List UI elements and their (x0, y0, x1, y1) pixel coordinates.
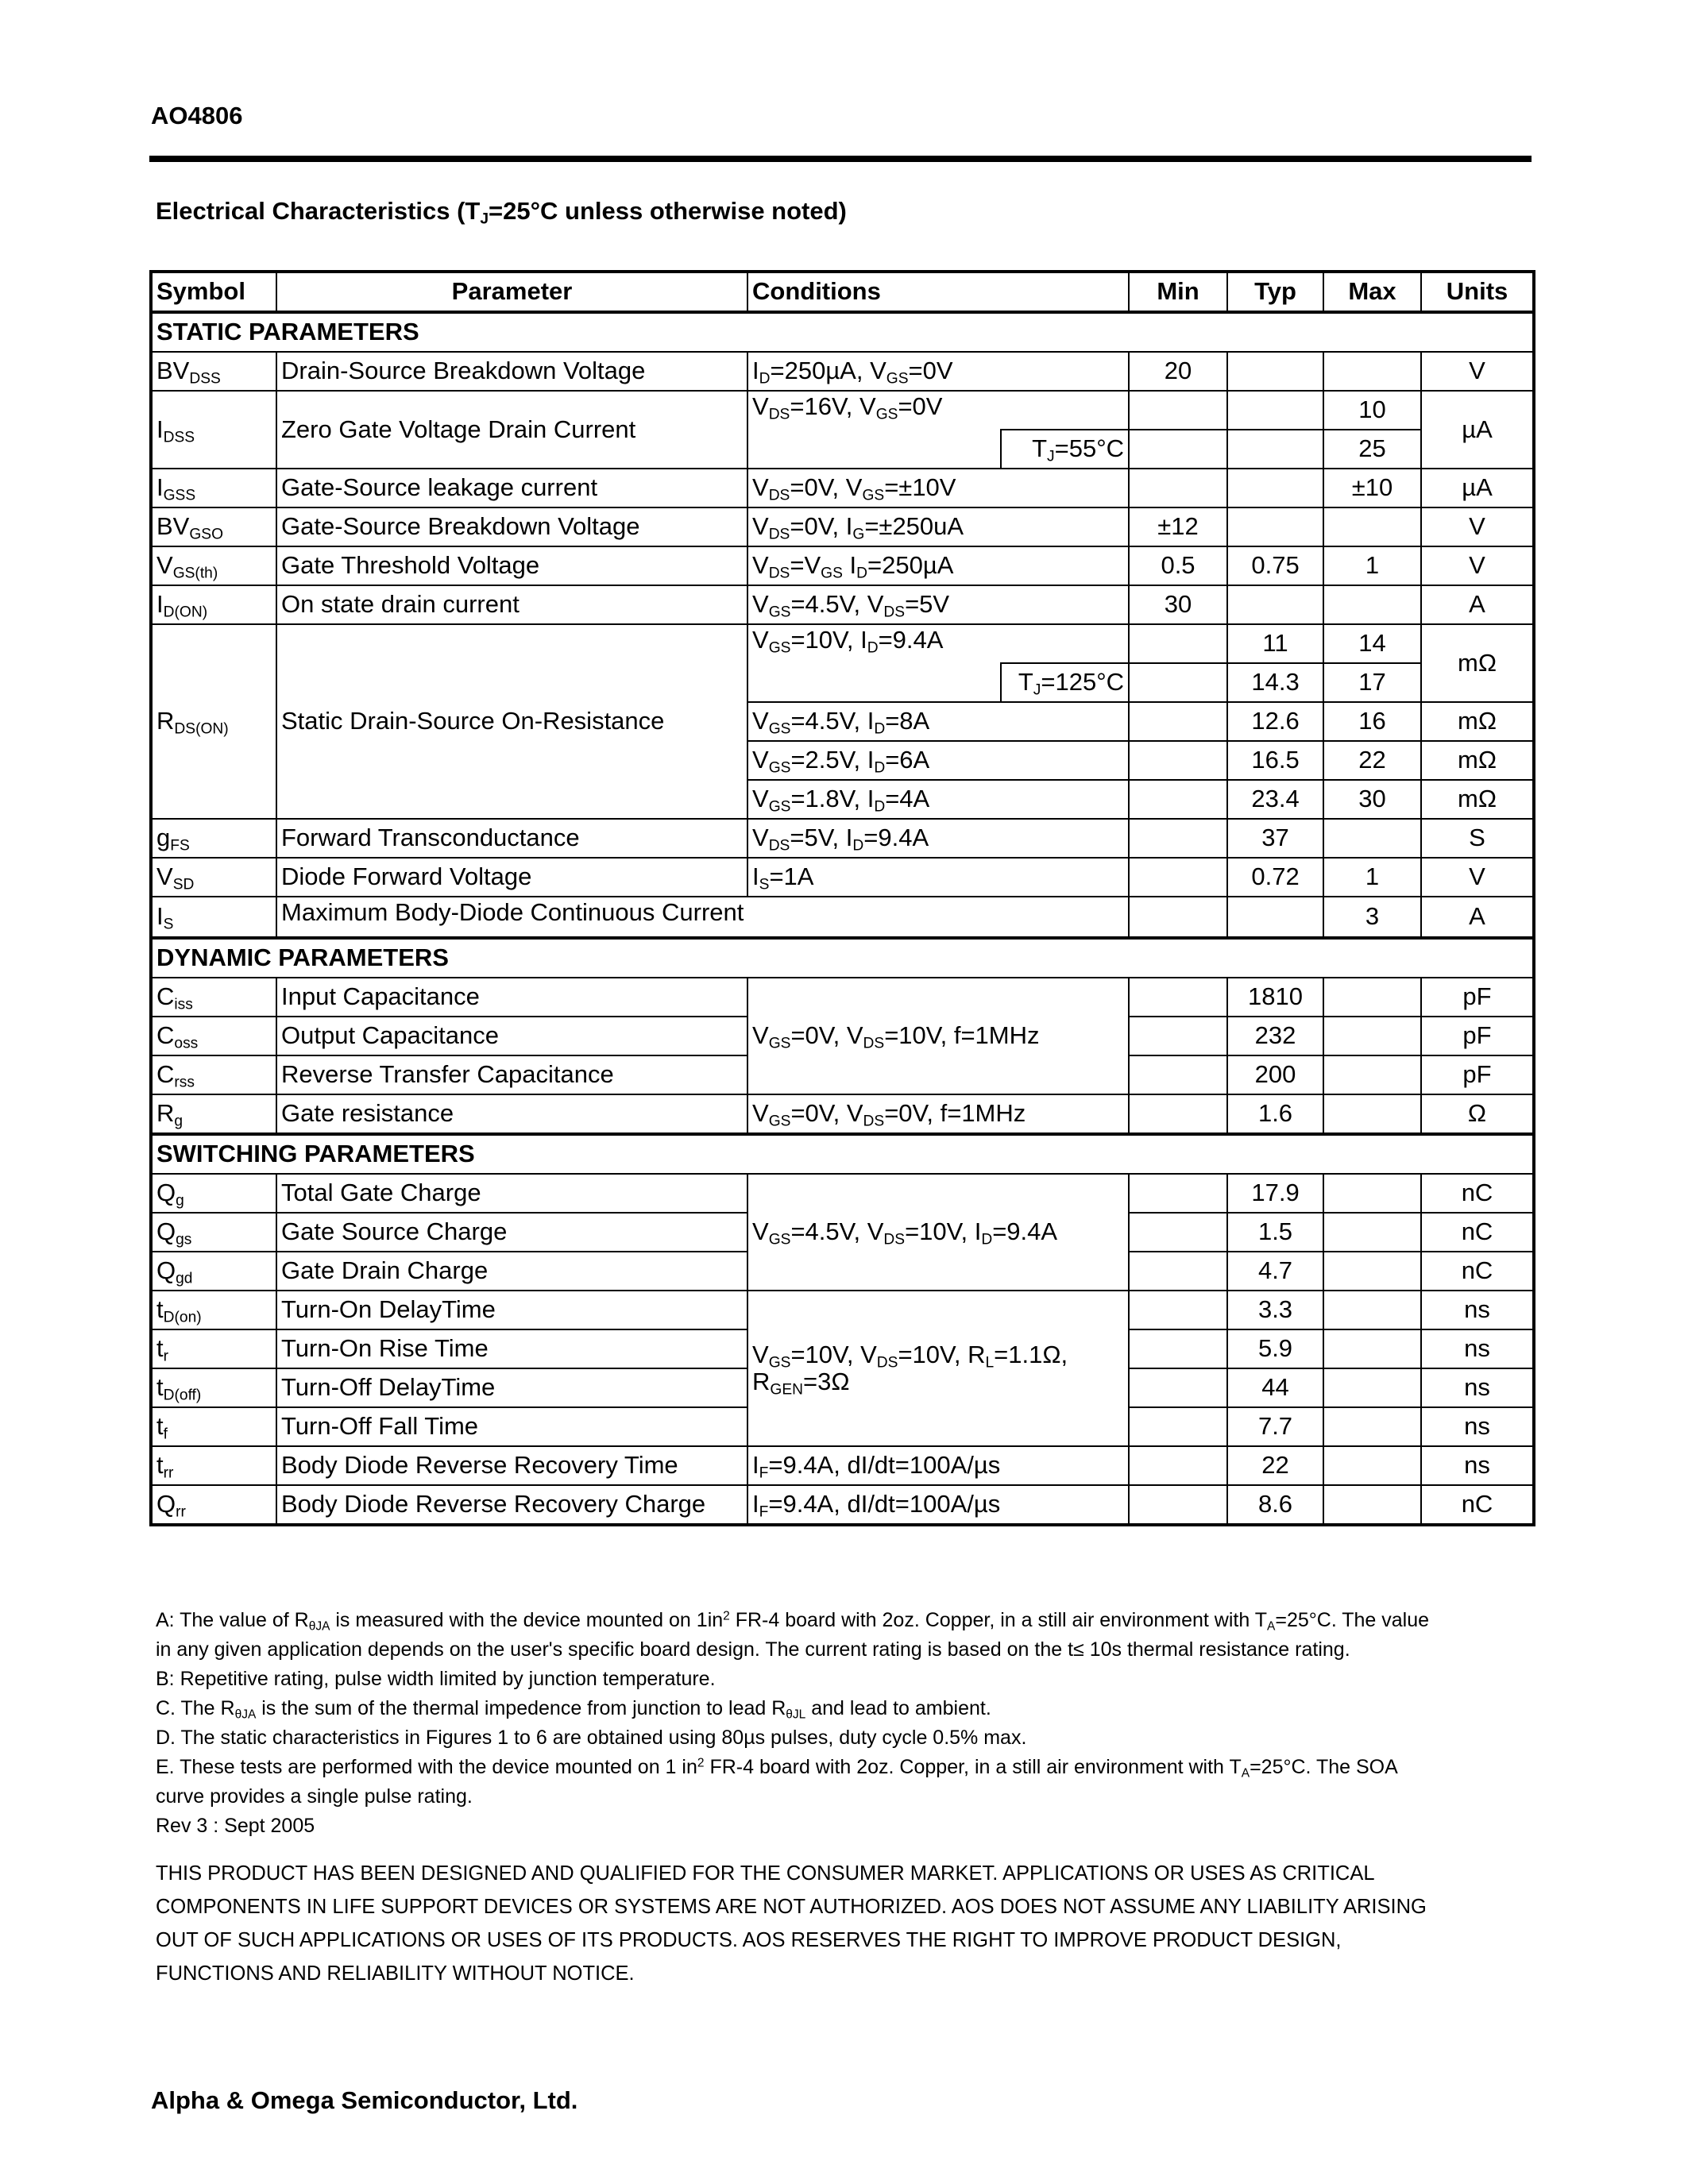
conditions-cell: $V_{GS}=1.8V$, $I_D=4A$ (747, 780, 1129, 819)
min-cell (1129, 1213, 1227, 1252)
max-cell (1323, 507, 1421, 546)
table-row (151, 819, 1534, 858)
conditions-cell: $I_S=1A$ (747, 858, 1129, 897)
parameter-cell: Gate-Source leakage current (276, 469, 747, 507)
units-cell: Ω (1421, 1094, 1534, 1134)
header-rule (149, 156, 1532, 162)
parameter-cell: Drain-Source Breakdown Voltage (276, 352, 747, 391)
note-a-cont: in any given application depends on the user's specific board design. The current rating is based on the t≤ 10s thermal resistance rating. (156, 1638, 1350, 1661)
max-cell (1323, 1055, 1421, 1094)
typ-cell: 8.6 (1227, 1485, 1323, 1525)
conditions-cell: $V_{GS}=0V$, $V_{DS}=0V$, f=1MHz (747, 1094, 1129, 1134)
note-b: B: Repetitive rating, pulse width limited by junction temperature. (156, 1668, 716, 1690)
parameter-cell: Forward Transconductance (276, 819, 747, 858)
units-cell: A (1421, 897, 1534, 938)
typ-cell: 5.9 (1227, 1329, 1323, 1368)
typ-cell: 22 (1227, 1446, 1323, 1485)
units-cell: mΩ (1421, 780, 1534, 819)
table-row (151, 1094, 1534, 1134)
typ-cell: 3.3 (1227, 1291, 1323, 1329)
parameter-cell: On state drain current (276, 585, 747, 624)
max-cell (1323, 819, 1421, 858)
max-cell (1323, 1094, 1421, 1134)
typ-cell (1227, 507, 1323, 546)
min-cell (1129, 702, 1227, 741)
max-cell (1323, 978, 1421, 1017)
max-cell: 22 (1323, 741, 1421, 780)
note-c: C. The $R_{\theta JA}$ is the sum of the thermal impedence from junction to lead $R_{\theta JL}$ and lead to ambient. (156, 1697, 991, 1722)
min-cell (1129, 780, 1227, 819)
note-d: D. The static characteristics in Figures 1 to 6 are obtained using 80µs pulses, duty cycle 0.5% max. (156, 1727, 1027, 1749)
parameter-cell: Gate Source Charge (276, 1213, 747, 1252)
parameter-cell: Total Gate Charge (276, 1174, 747, 1213)
units-cell: µA (1421, 469, 1534, 507)
conditions-cell: $I_F=9.4A$, dI/dt=100A/µs (747, 1485, 1129, 1525)
min-cell (1129, 624, 1227, 663)
conditions-cell: $V_{DS}=0V$, $I_G=\pm 250uA$ (747, 507, 1129, 546)
units-cell: V (1421, 352, 1534, 391)
max-cell: 1 (1323, 858, 1421, 897)
disclaimer (156, 1857, 1538, 1990)
conditions-cell: $V_{GS}=0V$, $V_{DS}=10V$, f=1MHz (747, 978, 1129, 1094)
max-cell: 25 (1323, 430, 1421, 469)
footer-company: Alpha & Omega Semiconductor, Ltd. (151, 2086, 578, 2114)
symbol-cell: $I_{D(ON)}$ (151, 585, 276, 624)
symbol-cell: $g_{FS}$ (151, 819, 276, 858)
table-row (151, 1174, 1534, 1213)
header-symbol: Symbol (151, 272, 276, 312)
table-row (151, 978, 1534, 1017)
typ-cell: 23.4 (1227, 780, 1323, 819)
parameter-cell: Maximum Body-Diode Continuous Current (276, 897, 1129, 938)
symbol-cell: $C_{oss}$ (151, 1017, 276, 1055)
symbol-cell: $C_{iss}$ (151, 978, 276, 1017)
max-cell (1323, 1368, 1421, 1407)
typ-cell: 200 (1227, 1055, 1323, 1094)
conditions-cell: $V_{GS}=2.5V$, $I_D=6A$ (747, 741, 1129, 780)
max-cell (1323, 1446, 1421, 1485)
symbol-cell: $R_g$ (151, 1094, 276, 1134)
symbol-cell: $t_r$ (151, 1329, 276, 1368)
max-cell: 14 (1323, 624, 1421, 663)
table-row (151, 507, 1534, 546)
symbol-cell: $V_{SD}$ (151, 858, 276, 897)
typ-cell (1227, 391, 1323, 430)
units-cell: mΩ (1421, 741, 1534, 780)
conditions-cell: $I_D=250\mu A$, $V_{GS}=0V$ (747, 352, 1129, 391)
symbol-cell: $t_{D(on)}$ (151, 1291, 276, 1329)
note-e-cont: curve provides a single pulse rating. (156, 1785, 473, 1808)
header-units: Units (1421, 272, 1534, 312)
units-cell: A (1421, 585, 1534, 624)
min-cell (1129, 1485, 1227, 1525)
parameter-cell: Body Diode Reverse Recovery Time (276, 1446, 747, 1485)
conditions-blank (1001, 624, 1129, 663)
units-cell: mΩ (1421, 624, 1534, 702)
max-cell (1323, 1017, 1421, 1055)
disclaimer-line: COMPONENTS IN LIFE SUPPORT DEVICES OR SYSTEMS ARE NOT AUTHORIZED. AOS DOES NOT ASSUME ANY LIABILITY ARISING (156, 1896, 1427, 1918)
conditions-cell: $V_{DS}=0V$, $V_{GS}=\pm 10V$ (747, 469, 1129, 507)
typ-cell: 1810 (1227, 978, 1323, 1017)
table-row (151, 352, 1534, 391)
typ-cell (1227, 897, 1323, 938)
symbol-cell: $V_{GS(th)}$ (151, 546, 276, 585)
conditions-cell: $V_{DS}=5V$, $I_D=9.4A$ (747, 819, 1129, 858)
electrical-characteristics-table (149, 270, 1535, 1526)
min-cell (1129, 1174, 1227, 1213)
conditions-cell: $V_{GS}=4.5V$, $I_D=8A$ (747, 702, 1129, 741)
typ-cell: 44 (1227, 1368, 1323, 1407)
parameter-cell: Reverse Transfer Capacitance (276, 1055, 747, 1094)
max-cell (1323, 1174, 1421, 1213)
symbol-cell: $Q_g$ (151, 1174, 276, 1213)
typ-cell: 37 (1227, 819, 1323, 858)
parameter-cell: Zero Gate Voltage Drain Current (276, 391, 747, 469)
parameter-cell: Output Capacitance (276, 1017, 747, 1055)
table-row (151, 1446, 1534, 1485)
table-row (151, 1291, 1534, 1329)
table-row (151, 469, 1534, 507)
units-cell: ns (1421, 1446, 1534, 1485)
min-cell (1129, 1446, 1227, 1485)
note-e: E. These tests are performed with the device mounted on 1 $in^2$ FR-4 board with 2oz. Copper, in a still air environment with $T_A=25^\circ C$. The SOA (156, 1756, 1398, 1781)
disclaimer-line: FUNCTIONS AND RELIABILITY WITHOUT NOTICE. (156, 1962, 635, 1985)
header-min: Min (1129, 272, 1227, 312)
typ-cell: 0.75 (1227, 546, 1323, 585)
units-cell: nC (1421, 1252, 1534, 1291)
units-cell: pF (1421, 1017, 1534, 1055)
typ-cell: 7.7 (1227, 1407, 1323, 1446)
parameter-cell: Gate Threshold Voltage (276, 546, 747, 585)
typ-cell: 16.5 (1227, 741, 1323, 780)
section-row (151, 1134, 1534, 1174)
max-cell (1323, 1329, 1421, 1368)
min-cell: 30 (1129, 585, 1227, 624)
header-conditions: Conditions (747, 272, 1129, 312)
max-cell: 1 (1323, 546, 1421, 585)
max-cell: 10 (1323, 391, 1421, 430)
tj-condition-cell: $T_J=125^\circ C$ (1001, 663, 1129, 702)
min-cell (1129, 469, 1227, 507)
typ-cell: 232 (1227, 1017, 1323, 1055)
min-cell (1129, 858, 1227, 897)
symbol-cell: $Q_{rr}$ (151, 1485, 276, 1525)
section-switching: SWITCHING PARAMETERS (151, 1134, 1534, 1174)
symbol-cell: $I_{GSS}$ (151, 469, 276, 507)
units-cell: pF (1421, 1055, 1534, 1094)
symbol-cell: $Q_{gd}$ (151, 1252, 276, 1291)
symbol-cell: $R_{DS(ON)}$ (151, 624, 276, 819)
min-cell: 20 (1129, 352, 1227, 391)
max-cell: 17 (1323, 663, 1421, 702)
units-cell: nC (1421, 1485, 1534, 1525)
table-row (151, 624, 1534, 663)
min-cell (1129, 1094, 1227, 1134)
parameter-cell: Gate resistance (276, 1094, 747, 1134)
section-dynamic: DYNAMIC PARAMETERS (151, 938, 1534, 978)
typ-cell (1227, 352, 1323, 391)
symbol-cell: $t_{D(off)}$ (151, 1368, 276, 1407)
min-cell (1129, 1329, 1227, 1368)
revision: Rev 3 : Sept 2005 (156, 1815, 315, 1837)
min-cell: 0.5 (1129, 546, 1227, 585)
conditions-blank (1001, 391, 1129, 430)
table-row (151, 585, 1534, 624)
max-cell (1323, 1213, 1421, 1252)
min-cell (1129, 1291, 1227, 1329)
min-cell (1129, 1407, 1227, 1446)
footnotes (156, 1606, 1538, 1841)
max-cell (1323, 1407, 1421, 1446)
disclaimer-line: THIS PRODUCT HAS BEEN DESIGNED AND QUALIFIED FOR THE CONSUMER MARKET. APPLICATIONS OR USES AS CRITICAL (156, 1862, 1375, 1885)
parameter-cell: Input Capacitance (276, 978, 747, 1017)
section-row (151, 312, 1534, 352)
max-cell (1323, 1485, 1421, 1525)
disclaimer-line: OUT OF SUCH APPLICATIONS OR USES OF ITS PRODUCTS. AOS RESERVES THE RIGHT TO IMPROVE PRODUCT DESIGN, (156, 1929, 1342, 1951)
parameter-cell: Turn-Off Fall Time (276, 1407, 747, 1446)
max-cell: ±10 (1323, 469, 1421, 507)
units-cell: V (1421, 858, 1534, 897)
min-cell (1129, 1055, 1227, 1094)
min-cell (1129, 391, 1227, 430)
parameter-cell: Turn-On DelayTime (276, 1291, 747, 1329)
parameter-cell: Body Diode Reverse Recovery Charge (276, 1485, 747, 1525)
parameter-cell: Gate-Source Breakdown Voltage (276, 507, 747, 546)
units-cell: V (1421, 546, 1534, 585)
units-cell: ns (1421, 1368, 1534, 1407)
conditions-cell: $V_{DS}=16V$, $V_{GS}=0V$ (747, 391, 1001, 469)
symbol-cell: $C_{rss}$ (151, 1055, 276, 1094)
max-cell: 30 (1323, 780, 1421, 819)
tj-condition-cell: $T_J=55^\circ C$ (1001, 430, 1129, 469)
table-row (151, 391, 1534, 430)
conditions-cell: $V_{GS}=10V$, $V_{DS}=10V$, $R_L=1.1\Omega$, $R_{GEN}=3\Omega$ (747, 1291, 1129, 1446)
symbol-cell: $BV_{GSO}$ (151, 507, 276, 546)
min-cell: ±12 (1129, 507, 1227, 546)
conditions-cell: $V_{GS}=4.5V$, $V_{DS}=10V$, $I_D=9.4A$ (747, 1174, 1129, 1291)
units-cell: pF (1421, 978, 1534, 1017)
symbol-cell: $I_{DSS}$ (151, 391, 276, 469)
header-max: Max (1323, 272, 1421, 312)
units-cell: mΩ (1421, 702, 1534, 741)
units-cell: S (1421, 819, 1534, 858)
header-parameter: Parameter (276, 272, 747, 312)
min-cell (1129, 741, 1227, 780)
table-row (151, 546, 1534, 585)
max-cell: 3 (1323, 897, 1421, 938)
typ-cell: 1.5 (1227, 1213, 1323, 1252)
typ-cell (1227, 585, 1323, 624)
max-cell (1323, 1291, 1421, 1329)
table-row (151, 858, 1534, 897)
min-cell (1129, 1017, 1227, 1055)
parameter-cell: Gate Drain Charge (276, 1252, 747, 1291)
units-cell: nC (1421, 1174, 1534, 1213)
symbol-cell: $BV_{DSS}$ (151, 352, 276, 391)
page-title: Electrical Characteristics ($T_J=25^\circ C$ unless otherwise noted) (156, 197, 847, 228)
table-header-row (151, 272, 1534, 312)
header-typ: Typ (1227, 272, 1323, 312)
section-static: STATIC PARAMETERS (151, 312, 1534, 352)
units-cell: ns (1421, 1407, 1534, 1446)
conditions-cell: $V_{GS}=4.5V$, $V_{DS}=5V$ (747, 585, 1129, 624)
conditions-cell: $I_F=9.4A$, dI/dt=100A/µs (747, 1446, 1129, 1485)
min-cell (1129, 1368, 1227, 1407)
note-a: A: The value of $R_{\theta JA}$ is measured with the device mounted on $1in^2$ FR-4 board with 2oz. Copper, in a still air environment with $T_A=25^\circ C$. The value (156, 1609, 1430, 1634)
typ-cell: 14.3 (1227, 663, 1323, 702)
min-cell (1129, 1252, 1227, 1291)
typ-cell (1227, 430, 1323, 469)
section-row (151, 938, 1534, 978)
min-cell (1129, 430, 1227, 469)
typ-cell: 4.7 (1227, 1252, 1323, 1291)
table-row (151, 897, 1534, 938)
part-number: AO4806 (151, 102, 243, 129)
symbol-cell: $t_{rr}$ (151, 1446, 276, 1485)
typ-cell: 1.6 (1227, 1094, 1323, 1134)
max-cell (1323, 585, 1421, 624)
table-row (151, 1485, 1534, 1525)
typ-cell: 0.72 (1227, 858, 1323, 897)
typ-cell: 12.6 (1227, 702, 1323, 741)
min-cell (1129, 897, 1227, 938)
conditions-cell: $V_{GS}=10V$, $I_D=9.4A$ (747, 624, 1001, 702)
max-cell (1323, 1252, 1421, 1291)
parameter-cell: Turn-On Rise Time (276, 1329, 747, 1368)
units-cell: ns (1421, 1291, 1534, 1329)
units-cell: µA (1421, 391, 1534, 469)
min-cell (1129, 663, 1227, 702)
min-cell (1129, 819, 1227, 858)
typ-cell: 17.9 (1227, 1174, 1323, 1213)
typ-cell: 11 (1227, 624, 1323, 663)
symbol-cell: $Q_{gs}$ (151, 1213, 276, 1252)
parameter-cell: Turn-Off DelayTime (276, 1368, 747, 1407)
symbol-cell: $I_S$ (151, 897, 276, 938)
max-cell: 16 (1323, 702, 1421, 741)
units-cell: nC (1421, 1213, 1534, 1252)
units-cell: V (1421, 507, 1534, 546)
units-cell: ns (1421, 1329, 1534, 1368)
typ-cell (1227, 469, 1323, 507)
parameter-cell: Diode Forward Voltage (276, 858, 747, 897)
parameter-cell: Static Drain-Source On-Resistance (276, 624, 747, 819)
max-cell (1323, 352, 1421, 391)
min-cell (1129, 978, 1227, 1017)
conditions-cell: $V_{DS}=V_{GS}$ $I_D=250\mu A$ (747, 546, 1129, 585)
symbol-cell: $t_f$ (151, 1407, 276, 1446)
